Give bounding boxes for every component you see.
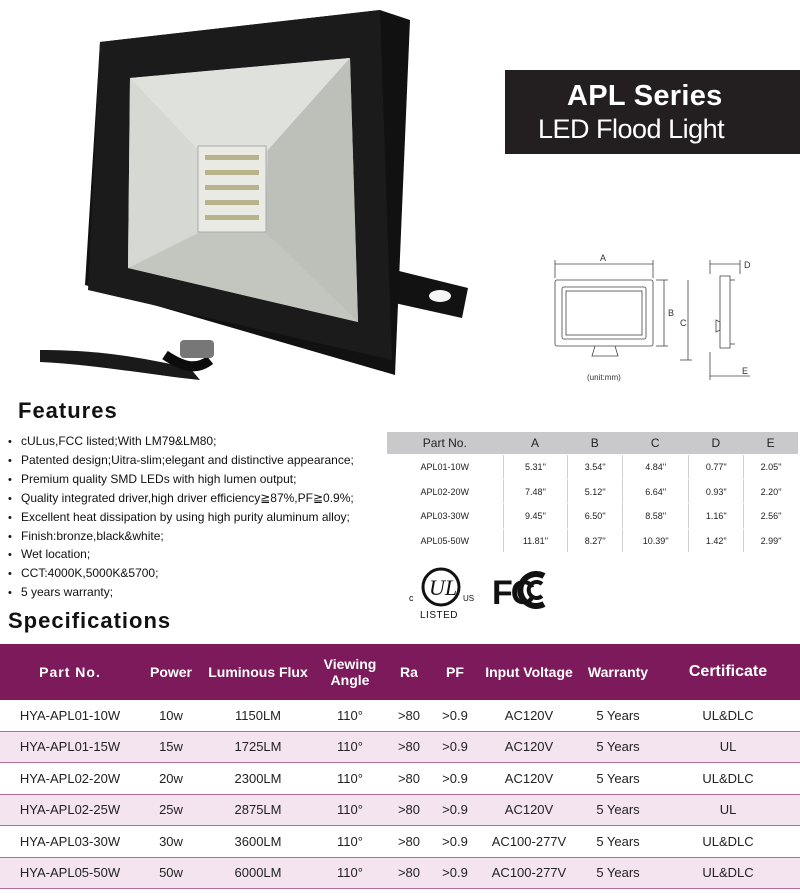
table-cell: 6.64''	[622, 479, 688, 504]
table-cell: >0.9	[432, 700, 478, 731]
table-cell: APL01-10W	[387, 454, 503, 479]
table-cell: 110°	[314, 826, 386, 858]
dimensions-header-row	[387, 432, 798, 454]
feature-item: • Patented design;Uitra-slim;elegant and distinctive appearance;	[8, 452, 354, 471]
table-cell: >80	[386, 731, 432, 763]
table-cell: 11.81''	[503, 528, 568, 553]
table-cell: 30w	[140, 826, 202, 858]
dim-label-a: A	[600, 253, 607, 263]
features-list	[8, 433, 354, 603]
feature-item: • CCT:4000K,5000K&5700;	[8, 565, 354, 584]
table-cell: 15w	[140, 731, 202, 763]
table-cell: 1.16''	[688, 503, 743, 528]
table-row	[0, 763, 800, 795]
feature-item: • cULus,FCC listed;With LM79&LM80;	[8, 433, 354, 452]
table-cell: 10w	[140, 700, 202, 731]
dim-label-c: C	[680, 318, 687, 328]
feature-item: • Quality integrated driver,high driver efficiency≧87%,PF≧0.9%;	[8, 490, 354, 509]
table-cell: 5 Years	[580, 826, 656, 858]
table-row	[0, 731, 800, 763]
table-cell: AC100-277V	[478, 826, 580, 858]
table-cell: 0.93''	[688, 479, 743, 504]
table-cell: >0.9	[432, 826, 478, 858]
feature-item: • Excellent heat dissipation by using high purity aluminum alloy;	[8, 509, 354, 528]
feature-item: • Finish:bronze,black&white;	[8, 528, 354, 547]
table-row	[0, 700, 800, 731]
spec-header-cell: Power	[140, 644, 202, 700]
table-cell: UL&DLC	[656, 700, 800, 731]
table-cell: 3.54''	[567, 454, 622, 479]
dim-header-cell: A	[503, 432, 568, 454]
table-row	[387, 479, 798, 504]
ul-listed-label: LISTED	[420, 610, 459, 621]
dim-header-cell: C	[622, 432, 688, 454]
table-cell: HYA-APL01-10W	[0, 700, 140, 731]
table-cell: 5 Years	[580, 857, 656, 889]
table-cell: 2.05''	[743, 454, 798, 479]
product-image	[0, 0, 480, 400]
table-cell: HYA-APL02-20W	[0, 763, 140, 795]
table-cell: APL03-30W	[387, 503, 503, 528]
table-cell: AC120V	[478, 794, 580, 826]
table-cell: >80	[386, 763, 432, 795]
table-cell: >0.9	[432, 763, 478, 795]
spec-header-cell: Warranty	[580, 644, 656, 700]
table-cell: 110°	[314, 857, 386, 889]
fcc-letters: FC	[492, 574, 534, 612]
table-cell: AC100-277V	[478, 857, 580, 889]
feature-item: • Premium quality SMD LEDs with high lumen output;	[8, 471, 354, 490]
table-cell: AC120V	[478, 763, 580, 795]
table-cell: 6000LM	[202, 857, 314, 889]
table-cell: UL&DLC	[656, 826, 800, 858]
table-row	[0, 826, 800, 858]
table-cell: 20w	[140, 763, 202, 795]
table-cell: APL02-20W	[387, 479, 503, 504]
table-cell: 8.58''	[622, 503, 688, 528]
table-cell: HYA-APL05-50W	[0, 857, 140, 889]
table-row	[0, 857, 800, 889]
table-cell: 4.84''	[622, 454, 688, 479]
table-cell: 1725LM	[202, 731, 314, 763]
table-cell: >80	[386, 857, 432, 889]
table-cell: HYA-APL03-30W	[0, 826, 140, 858]
table-cell: >0.9	[432, 731, 478, 763]
dim-label-e: E	[742, 366, 749, 376]
table-cell: 9.45''	[503, 503, 568, 528]
table-cell: 8.27''	[567, 528, 622, 553]
table-cell: 110°	[314, 700, 386, 731]
dim-header-cell: E	[743, 432, 798, 454]
table-row	[0, 794, 800, 826]
table-cell: 110°	[314, 763, 386, 795]
table-cell: 7.48''	[503, 479, 568, 504]
table-cell: 2.20''	[743, 479, 798, 504]
table-cell: 5 Years	[580, 700, 656, 731]
specifications-heading: Specifications	[8, 608, 172, 633]
table-cell: 10.39''	[622, 528, 688, 553]
table-cell: 0.77''	[688, 454, 743, 479]
table-cell: 2300LM	[202, 763, 314, 795]
table-cell: 110°	[314, 794, 386, 826]
table-cell: 25w	[140, 794, 202, 826]
table-cell: 1.42''	[688, 528, 743, 553]
product-subtitle: LED Flood Light	[538, 114, 725, 144]
specifications-table	[0, 644, 800, 889]
table-cell: 5 Years	[580, 763, 656, 795]
svg-text:UL: UL	[429, 575, 458, 600]
table-cell: 5 Years	[580, 794, 656, 826]
table-cell: HYA-APL02-25W	[0, 794, 140, 826]
table-cell: 110°	[314, 731, 386, 763]
spec-header-cell: Viewing Angle	[314, 644, 386, 700]
table-cell: >0.9	[432, 857, 478, 889]
feature-item: • Wet location;	[8, 546, 354, 565]
ul-us-mark: US	[463, 594, 475, 603]
table-cell: AC120V	[478, 700, 580, 731]
fcc-logo	[492, 568, 554, 614]
table-cell: 2.99''	[743, 528, 798, 553]
table-cell: 6.50''	[567, 503, 622, 528]
dimension-diagram	[540, 250, 800, 385]
table-cell: AC120V	[478, 731, 580, 763]
ul-c-mark: c	[409, 593, 414, 603]
table-cell: UL&DLC	[656, 763, 800, 795]
table-cell: 1150LM	[202, 700, 314, 731]
table-cell: UL	[656, 731, 800, 763]
dim-header-cell: Part No.	[387, 432, 503, 454]
table-cell: >80	[386, 700, 432, 731]
spec-header-cell: Certificate	[656, 644, 800, 700]
table-row	[387, 503, 798, 528]
feature-item: • 5 years warranty;	[8, 584, 354, 603]
table-cell: 2.56''	[743, 503, 798, 528]
table-cell: 5.31''	[503, 454, 568, 479]
table-cell: 5 Years	[580, 731, 656, 763]
spec-header-cell: PF	[432, 644, 478, 700]
table-cell: >0.9	[432, 794, 478, 826]
table-cell: APL05-50W	[387, 528, 503, 553]
spec-header-cell: Input Voltage	[478, 644, 580, 700]
table-cell: 50w	[140, 857, 202, 889]
spec-header-cell: Luminous Flux	[202, 644, 314, 700]
spec-header-cell: Ra	[386, 644, 432, 700]
table-cell: UL&DLC	[656, 857, 800, 889]
table-cell: 2875LM	[202, 794, 314, 826]
table-row	[387, 454, 798, 479]
table-cell: UL	[656, 794, 800, 826]
spec-header-cell: Part No.	[0, 644, 140, 700]
table-cell: 3600LM	[202, 826, 314, 858]
dim-header-cell: B	[567, 432, 622, 454]
table-row	[387, 528, 798, 553]
table-cell: 5.12''	[567, 479, 622, 504]
dimensions-table	[387, 432, 798, 552]
table-cell: >80	[386, 826, 432, 858]
series-title: APL Series	[567, 80, 723, 112]
dim-label-b: B	[668, 308, 675, 318]
ul-listed-logo	[405, 563, 485, 613]
features-heading: Features	[18, 398, 118, 423]
table-cell: HYA-APL01-15W	[0, 731, 140, 763]
dim-header-cell: D	[688, 432, 743, 454]
title-box	[505, 70, 800, 154]
unit-label: (unit:mm)	[587, 373, 621, 382]
dim-label-d: D	[744, 260, 751, 270]
spec-header-row	[0, 644, 800, 700]
table-cell: >80	[386, 794, 432, 826]
